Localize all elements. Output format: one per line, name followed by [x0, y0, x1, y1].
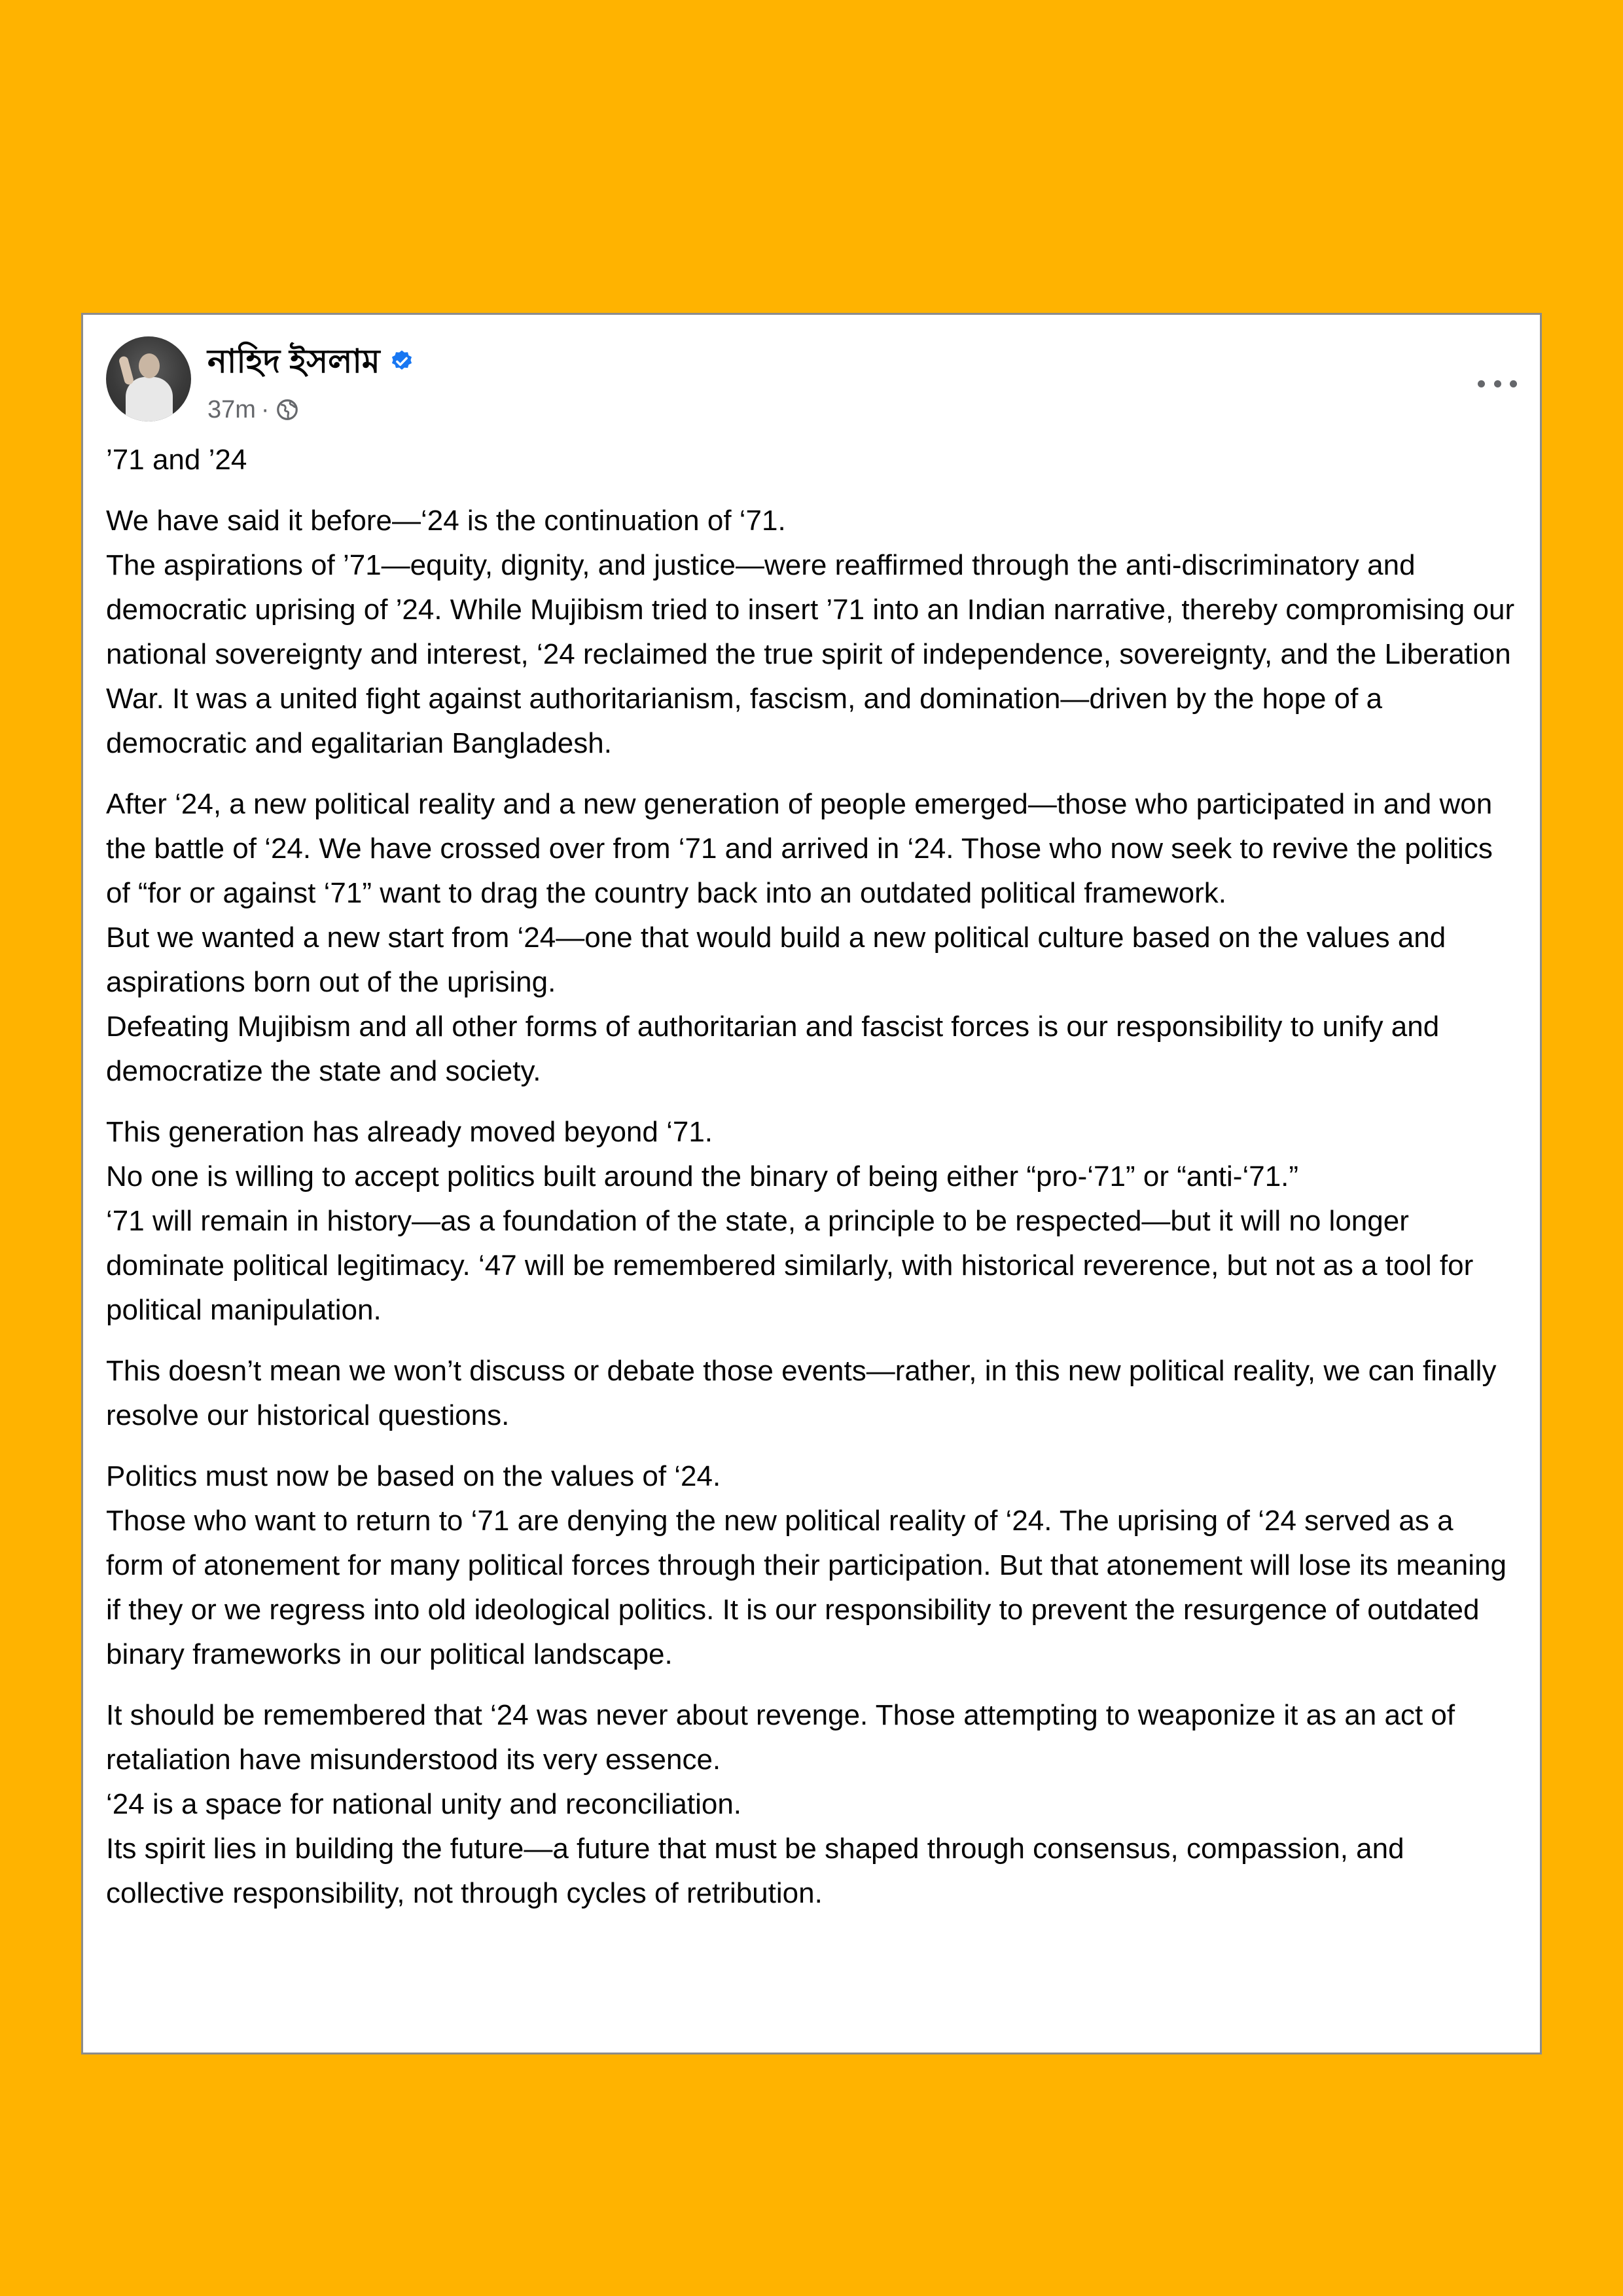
post-line: Its spirit lies in building the future—a future that must be shaped through consensus, compassion, and collective responsibility, not through cycles of retribution. [106, 1833, 1404, 1909]
post-paragraph [106, 1349, 1517, 1438]
post-line: Politics must now be based on the values of ‘24. [106, 1460, 721, 1492]
avatar-figure-head [139, 353, 160, 378]
verified-badge-icon [389, 349, 414, 374]
post-line: The aspirations of ’71—equity, dignity, and justice—were reaffirmed through the anti-discriminatory and democratic uprising of ’24. While Mujibism tried to insert ’71 into an Indian narrative, thereby compromising our national sovereignty and interest, ‘24 reclaimed the true spirit of independence, sovereignty, and the Liberation War. It was a united fight against authoritarianism, fascism, and domination—driven by the hope of a democratic and egalitarian Bangladesh. [106, 549, 1515, 759]
post-paragraph [106, 782, 1517, 1094]
globe-icon[interactable] [275, 397, 300, 422]
post-line: ‘71 will remain in history—as a foundation of the state, a principle to be respected—but it will no longer dominate political legitimacy. ‘47 will be remembered similarly, with historical reverence, but not as a tool for political manipulation. [106, 1205, 1474, 1326]
post-line: Defeating Mujibism and all other forms of authoritarian and fascist forces is our responsibility to unify and democratize the state and society. [106, 1011, 1440, 1087]
avatar[interactable] [106, 336, 191, 422]
post-paragraph [106, 1693, 1517, 1916]
avatar-figure-arm [118, 355, 135, 386]
avatar-figure-body [126, 377, 173, 422]
post-line: ‘24 is a space for national unity and reconciliation. [106, 1788, 742, 1820]
more-dot [1510, 380, 1517, 387]
post-line: But we wanted a new start from ‘24—one that would build a new political culture based on the values and aspirations born out of the uprising. [106, 922, 1446, 998]
more-options-icon[interactable] [1478, 376, 1517, 391]
post-line: Those who want to return to ‘71 are denying the new political reality of ‘24. The uprising of ‘24 served as a form of atonement for many political forces through their participation. But that atonement will lose its meaning if they or we regress into old ideological politics. It is our responsibility to prevent the resurgence of outdated binary frameworks in our political landscape. [106, 1505, 1507, 1670]
post-paragraph [106, 499, 1517, 766]
post-timestamp[interactable]: 37m [207, 396, 256, 423]
facebook-post-card [81, 313, 1542, 2054]
post-header [106, 336, 1517, 425]
author-row [207, 342, 414, 381]
post-line: We have said it before—‘24 is the continuation of ‘71. [106, 505, 786, 537]
post-paragraph [106, 1454, 1517, 1677]
post-line: After ‘24, a new political reality and a new generation of people emerged—those who participated in and won the battle of ‘24. We have crossed over from ‘71 and arrived in ‘24. Those who now seek to revive the politics of “for or against ‘71” want to drag the country back into an outdated political framework. [106, 788, 1493, 909]
post-line: This generation has already moved beyond ‘71. [106, 1116, 713, 1148]
post-paragraph [106, 1110, 1517, 1333]
more-dot [1494, 380, 1501, 387]
post-line: This doesn’t mean we won’t discuss or debate those events—rather, in this new political reality, we can finally resolve our historical questions. [106, 1355, 1497, 1431]
post-title: ’71 and ’24 [106, 444, 247, 476]
post-line: No one is willing to accept politics built around the binary of being either “pro-‘71” or “anti-‘71.” [106, 1160, 1299, 1193]
meta-separator: · [260, 396, 270, 423]
post-meta [207, 395, 300, 424]
post-body [106, 438, 1517, 1932]
post-line: It should be remembered that ‘24 was never about revenge. Those attempting to weaponize it as an act of retaliation have misunderstood its very essence. [106, 1699, 1455, 1776]
more-dot [1478, 380, 1485, 387]
author-name[interactable]: নাহিদ ইসলাম [207, 343, 380, 380]
